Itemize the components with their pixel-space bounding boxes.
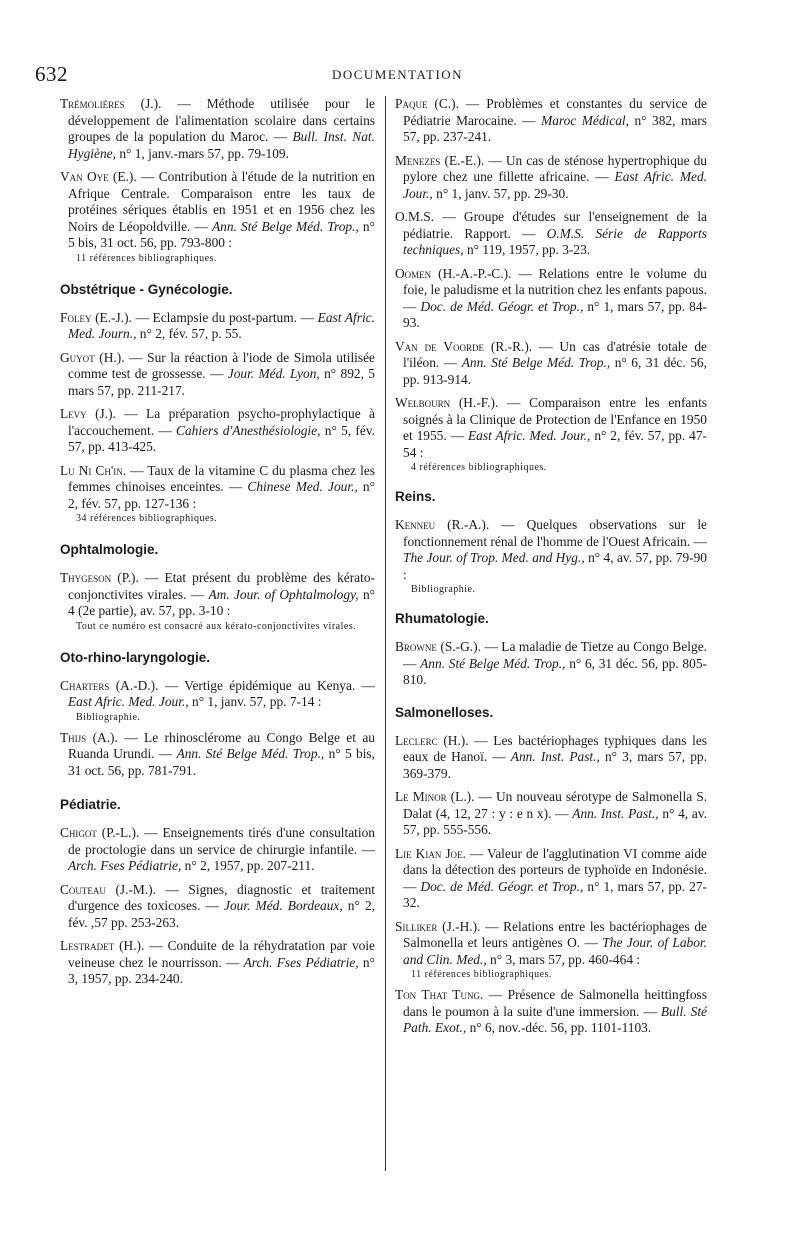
entry-author: Van de Voorde (R.-R.). xyxy=(395,338,533,354)
page-header xyxy=(35,62,760,86)
entry-title: — La maladie de Tietze au Congo Belge. — xyxy=(403,639,707,671)
bibliography-entry xyxy=(60,825,375,875)
entry-title: — Relations entre le volume du foie, le paludisme et la nutrition chez les enfants papous. — xyxy=(403,265,707,314)
entry-citation: n° 2, fév. 57, p. 55. xyxy=(139,326,242,341)
entry-author: Welbourn (H.-F.). xyxy=(395,395,499,410)
entry-author: Le Minor (L.). xyxy=(395,789,475,804)
entry-journal: Ann. Sté Belge Méd. Trop., xyxy=(211,218,359,234)
entry-title: — Quelques observations sur le fonctionnement rénal de l'homme de l'Ouest Africain. — xyxy=(403,517,707,549)
entry-author: Thijs (A.). xyxy=(60,729,118,745)
entry-title: — Sur la réaction à l'iode de Simola utilisée comme test de grossesse. — xyxy=(68,349,375,381)
bibliography-note: 11 références bibliographiques. xyxy=(411,969,552,980)
entry-citation: n° 2, fév. 57, pp. 127-136 : xyxy=(68,479,375,511)
entry-citation: n° 6, 31 déc. 56, pp. 805-810. xyxy=(403,655,707,687)
bibliography-entry xyxy=(395,339,707,389)
entry-journal: Am. Jour. of Ophtalmology, xyxy=(208,586,359,602)
bibliography-entry xyxy=(395,639,707,689)
entry-author: Silliker (J.-H.). xyxy=(395,918,481,934)
entry-author: Levy (J.). xyxy=(60,406,116,421)
section-heading: Ophtalmologie. xyxy=(60,542,159,557)
entry-title: — Signes, diagnostic et traitement d'urgence des toxicoses. — xyxy=(68,881,375,913)
entry-journal: Ann. Inst. Past., xyxy=(572,805,659,821)
left-column xyxy=(60,96,375,995)
page-number: 632 xyxy=(35,62,68,86)
bibliography-entry xyxy=(60,882,375,932)
entry-citation: n° 5 bis, 31 oct. 56, pp. 793-800 : xyxy=(68,218,375,250)
bibliography-entry xyxy=(60,310,375,343)
entry-journal: Doc. de Méd. Géogr. et Trop., xyxy=(420,298,584,314)
entry-journal: The Jour. of Trop. Med. and Hyg., xyxy=(403,550,585,565)
entry-author: Lu Ni Ch'in. xyxy=(60,462,127,478)
entry-journal: East Afric. Med. Jour., xyxy=(468,428,591,443)
entry-title: — Un nouveau sérotype de Salmonella S. Dalat (4, 12, 27 : y : e n x). — xyxy=(403,789,708,821)
entry-author: Lestradet (H.). xyxy=(60,938,145,953)
entry-citation: n° 4 (2e partie), av. 57, pp. 3-10 : xyxy=(68,586,375,618)
entry-title: — Problèmes et constantes du service de Pédiatrie Marocaine. — xyxy=(403,96,707,128)
entry-title: — Valeur de l'agglutination VI comme aide dans la détection des porteurs de typhoïde en Indonésie. — xyxy=(403,845,707,894)
entry-journal: East Afric. Med. Jour., xyxy=(403,169,707,201)
bibliography-note: Bibliographie. xyxy=(411,584,476,595)
entry-citation: n° 6, nov.-déc. 56, pp. 1101-1103. xyxy=(469,1020,652,1035)
entry-journal: Jour. Méd. Bordeaux, xyxy=(224,898,343,913)
entry-author: Chigot (P.-L.). xyxy=(60,825,140,840)
section-heading: Obstétrique - Gynécologie. xyxy=(60,281,233,297)
entry-citation: n° 1, mars 57, pp. 27-32. xyxy=(403,878,707,910)
section-heading: Reins. xyxy=(395,489,436,504)
bibliography-entry xyxy=(395,266,707,332)
column-divider xyxy=(385,96,386,1171)
entry-title: — Présence de Salmonella heittingfoss dans le poumon à la suite d'une immersion. — xyxy=(403,987,707,1019)
entry-author: Kenneu (R.-A.). xyxy=(395,517,490,532)
entry-journal: Ann. Sté Belge Méd. Trop., xyxy=(420,655,566,671)
bibliography-entry xyxy=(395,395,707,461)
entry-title: — Le rhinosclérome au Congo Belge et au Ruanda Urundi. — xyxy=(68,729,375,761)
bibliography-note: 11 références bibliographiques. xyxy=(76,252,217,264)
entry-author: Ton That Tung. xyxy=(395,987,484,1002)
entry-title: — Conduite de la réhydratation par voie veineuse chez le nourrisson. — xyxy=(68,938,376,970)
entry-author: Guyot (H.). xyxy=(60,349,125,365)
entry-citation: n° 3, mars 57, pp. 460-464 : xyxy=(490,951,641,967)
entry-citation: n° 382, mars 57, pp. 237-241. xyxy=(403,112,707,144)
entry-citation: n° 6, 31 déc. 56, pp. 913-914. xyxy=(403,355,707,387)
bibliography-entry xyxy=(395,517,707,583)
entry-author: Charters (A.-D.). xyxy=(60,677,159,693)
entry-citation: n° 2, 1957, pp. 207-211. xyxy=(184,858,315,873)
entry-title: — Un cas de sténose hypertrophique du pylore chez une fillette africaine. — xyxy=(403,152,708,184)
entry-author: Menezes (E.-E.). xyxy=(395,152,485,168)
entry-citation: n° 1, janv.-mars 57, pp. 79-109. xyxy=(119,145,289,161)
entry-journal: The Jour. of Labor. and Clin. Med., xyxy=(403,935,707,967)
entry-author: Van Oye (E.). xyxy=(60,169,137,184)
entry-journal: Bull. Sté Path. Exot., xyxy=(403,1003,707,1035)
entry-journal: East Afric. Med. Journ., xyxy=(68,309,375,341)
entry-title: — Relations entre les bactériophages de Salmonella et leurs antigènes O. — xyxy=(403,918,707,950)
entry-author: Couteau (J.-M.). xyxy=(60,881,156,897)
entry-journal: Doc. de Méd. Géogr. et Trop., xyxy=(420,878,584,894)
entry-journal: Ann. Inst. Past., xyxy=(510,749,600,764)
bibliography-entry xyxy=(60,463,375,513)
entry-journal: Cahiers d'Anesthésiologie, xyxy=(176,422,321,438)
entry-citation: n° 2, fév. 57, pp. 47-54 : xyxy=(403,428,707,460)
entry-citation: n° 5, fév. 57, pp. 413-425. xyxy=(68,422,375,454)
entry-title: — Etat présent du problème des kérato-conjonctivites virales. — xyxy=(68,570,375,602)
entry-title: — Contribution à l'étude de la nutrition en Afrique Centrale. Comparaison entre les taux de protéines sériques établis en 1951 et en 1956 chez les Noirs de Léopoldville. — xyxy=(68,169,376,234)
entry-title: — Méthode utilisée pour le développement de l'alimentation scolaire dans certains groupes de la population du Maroc. — xyxy=(68,96,375,144)
entry-journal: Bull. Inst. Nat. Hygiène, xyxy=(68,129,375,161)
entry-citation: n° 892, 5 mars 57, pp. 211-217. xyxy=(68,366,375,398)
entry-title: — La préparation psycho-prophylactique à l'accouchement. — xyxy=(68,406,375,438)
bibliography-entry xyxy=(60,938,375,988)
bibliography-entry xyxy=(395,733,707,783)
entry-journal: Arch. Fses Pédiatrie, xyxy=(243,954,359,970)
entry-journal: Ann. Sté Belge Méd. Trop., xyxy=(176,746,325,761)
entry-title: — Eclampsie du post-partum. — xyxy=(135,309,315,325)
entry-author: O.M.S. xyxy=(395,209,435,224)
bibliography-entry xyxy=(60,406,375,456)
bibliography-note: 4 références bibliographiques. xyxy=(411,462,547,473)
entry-title: — Un cas d'atrésie totale de l'iléon. — xyxy=(403,338,707,370)
bibliography-entry xyxy=(395,919,707,969)
bibliography-entry xyxy=(60,678,375,711)
bibliography-entry xyxy=(60,570,375,620)
entry-author: Leclerc (H.). xyxy=(395,732,469,748)
right-column xyxy=(395,96,707,1044)
entry-author: Thygeson (P.). xyxy=(60,570,139,585)
entry-author: Lie Kian Joe. xyxy=(395,845,466,861)
section-heading: Oto-rhino-laryngologie. xyxy=(60,649,210,665)
entry-author: Browne (S.-G.). xyxy=(395,639,481,654)
entry-citation: n° 1, janv. 57, pp. 7-14 : xyxy=(192,694,322,709)
bibliography-entry xyxy=(395,987,707,1037)
entry-author: Paque (C.). xyxy=(395,96,459,111)
entry-title: — Enseignements tirés d'une consultation de proctologie dans un service de chirurgie infantile. — xyxy=(68,825,375,857)
bibliography-entry xyxy=(395,846,707,912)
bibliography-entry xyxy=(395,789,707,839)
section-heading: Pédiatrie. xyxy=(60,797,121,812)
section-heading: Salmonelloses. xyxy=(395,704,494,720)
bibliography-entry xyxy=(60,169,375,252)
entry-title: — Vertige épidémique au Kenya. — xyxy=(164,677,375,693)
entry-author: Trémolières (J.). xyxy=(60,96,162,111)
entry-citation: n° 2, fév. ,57 pp. 253-263. xyxy=(68,898,375,930)
bibliography-entry xyxy=(60,350,375,400)
entry-citation: n° 1, janv. 57, pp. 29-30. xyxy=(436,185,569,201)
bibliography-note: 34 références bibliographiques. xyxy=(76,513,218,524)
entry-citation: n° 3, mars 57, pp. 369-379. xyxy=(403,749,707,781)
section-heading: Rhumatologie. xyxy=(395,611,489,626)
bibliography-note: Tout ce numéro est consacré aux kérato-conjonctivites virales. xyxy=(76,620,357,632)
entry-title: — Comparaison entre les enfants soignés à la Clinique de Protection de l'Enfance en 1950 et 1955. — xyxy=(403,395,707,443)
entry-journal: Ann. Sté Belge Méd. Trop., xyxy=(461,355,611,370)
entry-journal: Maroc Médical, xyxy=(541,112,629,128)
entry-citation: n° 3, 1957, pp. 234-240. xyxy=(68,954,375,986)
entry-citation: n° 119, 1957, pp. 3-23. xyxy=(466,242,591,257)
bibliography-entry xyxy=(395,209,707,259)
entry-journal: East Afric. Med. Jour., xyxy=(68,694,189,709)
entry-journal: Jour. Méd. Lyon, xyxy=(227,366,320,381)
entry-title: — Les bactériophages typhiques dans les eaux de Hanoï. — xyxy=(403,732,707,764)
entry-citation: n° 5 bis, 31 oct. 56, pp. 781-791. xyxy=(68,746,375,778)
bibliography-entry xyxy=(60,96,375,162)
entry-citation: n° 4, av. 57, pp. 79-90 : xyxy=(403,550,707,582)
bibliography-entry xyxy=(60,730,375,780)
bibliography-entry xyxy=(395,153,707,203)
entry-journal: O.M.S. Série de Rapports techniques, xyxy=(403,225,707,257)
running-title: DOCUMENTATION xyxy=(331,67,464,82)
entry-author: Oomen (H.-A.-P.-C.). xyxy=(395,265,512,281)
entry-title: — Groupe d'études sur l'enseignement de la pédiatrie. Rapport. — xyxy=(403,209,707,241)
bibliography-note: Bibliographie. xyxy=(76,711,141,723)
bibliography-entry xyxy=(395,96,707,146)
entry-journal: Arch. Fses Pédiatrie, xyxy=(68,858,182,873)
entry-citation: n° 4, av. 57, pp. 555-556. xyxy=(403,805,707,837)
entry-author: Foley (E.-J.). xyxy=(60,309,132,325)
entry-title: — Taux de la vitamine C du plasma chez les femmes chinoises enceintes. — xyxy=(68,462,375,494)
entry-citation: n° 1, mars 57, pp. 84-93. xyxy=(403,298,707,330)
entry-journal: Chinese Med. Jour., xyxy=(247,479,358,494)
